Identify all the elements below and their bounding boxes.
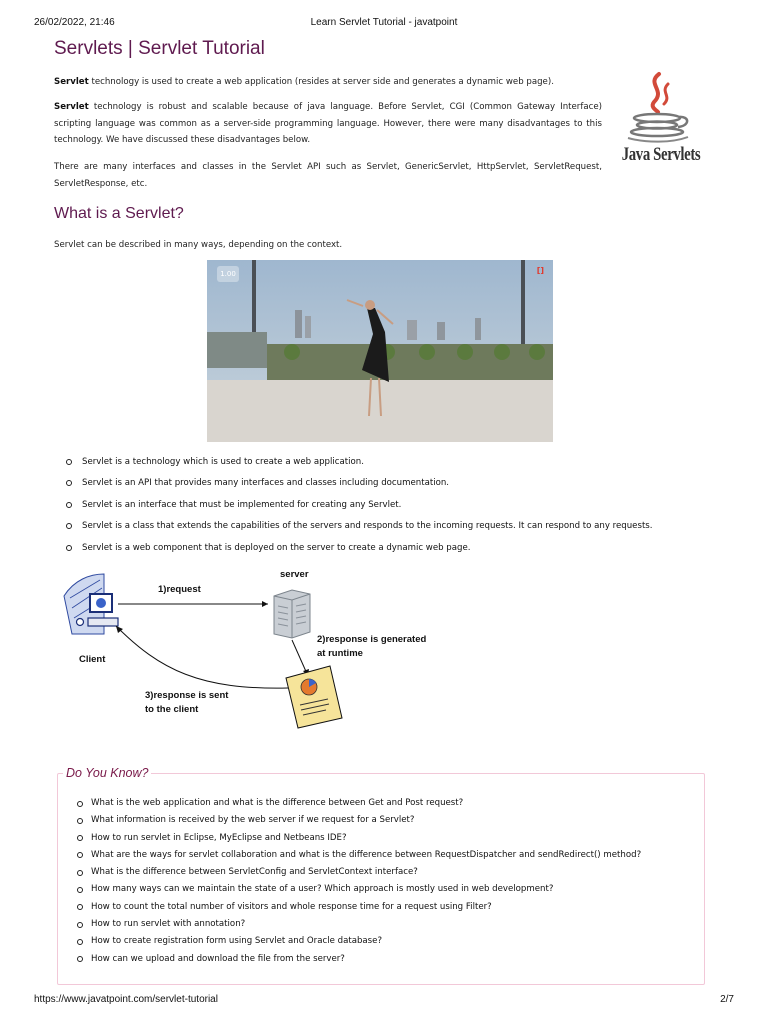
list-item: [66, 519, 726, 540]
intro-paragraph-2-text: technology is robust and scalable because of java language. Before Servlet, CGI (Common Gateway Interface) scripting language was common as a server-side programming language. However, there were many disadvantages to this technology. We have discussed these disadvantages below.: [54, 102, 602, 145]
print-header: [34, 17, 734, 31]
circle-bullet-icon: [77, 852, 83, 858]
list-item: [66, 455, 726, 476]
servlet-features-list: [66, 455, 726, 562]
circle-bullet-icon: [77, 922, 83, 928]
circle-bullet-icon: [66, 502, 72, 508]
list-item-text: Servlet is a technology which is used to create a web application.: [82, 457, 364, 467]
list-item-link[interactable]: How to run servlet in Eclipse, MyEclipse and Netbeans IDE?: [91, 832, 347, 843]
client-computer-icon: [64, 574, 118, 634]
print-date: 26/02/2022, 21:46: [34, 17, 115, 28]
circle-bullet-icon: [66, 523, 72, 529]
list-item[interactable]: [77, 883, 697, 900]
list-item[interactable]: [77, 935, 697, 952]
response-arrow: [116, 626, 288, 688]
circle-bullet-icon: [66, 545, 72, 551]
list-item: [66, 476, 726, 497]
list-item-link[interactable]: How to create registration form using Servlet and Oracle database?: [91, 936, 383, 947]
intro-paragraph-3: There are many interfaces and classes in the Servlet API such as Servlet, GenericServlet, HttpServlet, ServletRequest, ServletResponse, etc.: [54, 162, 602, 189]
server-icon: [274, 590, 310, 638]
intro-paragraph-1: [54, 74, 602, 91]
diagram-response-generated-label-2: at runtime: [317, 648, 363, 659]
response-document-icon: [286, 666, 342, 728]
list-item-link[interactable]: What information is received by the web server if we request for a Servlet?: [91, 815, 415, 826]
video-frame-image: [207, 260, 553, 442]
do-you-know-list: [77, 797, 697, 970]
list-item[interactable]: [77, 849, 697, 866]
do-you-know-title: Do You Know?: [63, 766, 151, 780]
circle-bullet-icon: [77, 870, 83, 876]
request-arrowhead: [262, 601, 268, 607]
list-item-link[interactable]: What is the web application and what is the difference between Get and Post request?: [91, 798, 464, 808]
list-item-text: Servlet is an API that provides many interfaces and classes including documentation.: [82, 478, 450, 489]
list-item[interactable]: [77, 814, 697, 831]
list-item[interactable]: [77, 866, 697, 883]
diagram-response-sent-label-2: to the client: [145, 704, 199, 715]
logo-text: Java Servlets: [621, 144, 701, 165]
list-item-link[interactable]: What are the ways for servlet collaboration and what is the difference between RequestDispatcher and sendRedirect() method?: [91, 849, 642, 860]
circle-bullet-icon: [66, 480, 72, 486]
circle-bullet-icon: [77, 835, 83, 841]
list-item[interactable]: [77, 901, 697, 918]
diagram-request-label: 1)request: [158, 584, 201, 595]
list-item-link[interactable]: How many ways can we maintain the state of a user? Which approach is mostly used in web development?: [91, 884, 554, 895]
circle-bullet-icon: [66, 459, 72, 465]
list-item: [66, 498, 726, 519]
diagram-response-sent-label: 3)response is sent: [145, 690, 229, 701]
list-item-link[interactable]: How to run servlet with annotation?: [91, 919, 246, 930]
intro-paragraph-2: [54, 99, 602, 149]
circle-bullet-icon: [77, 939, 83, 945]
java-servlets-logo: [606, 70, 714, 170]
list-item-text: Servlet is an interface that must be implemented for creating any Servlet.: [82, 499, 402, 510]
circle-bullet-icon: [77, 801, 83, 807]
circle-bullet-icon: [77, 956, 83, 962]
print-footer: [34, 994, 734, 1008]
do-you-know-box: [57, 766, 705, 985]
list-item-link[interactable]: How to count the total number of visitors and whole response time for a request using Filter?: [91, 901, 492, 912]
page-number: 2/7: [720, 994, 734, 1005]
list-item: [66, 541, 726, 562]
servlet-request-response-diagram: [60, 560, 480, 740]
servlet-bold-term: Servlet: [54, 77, 89, 87]
circle-bullet-icon: [77, 818, 83, 824]
list-item-link[interactable]: What is the difference between ServletConfig and ServletContext interface?: [91, 867, 418, 878]
section-title: What is a Servlet?: [54, 205, 184, 222]
circle-bullet-icon: [77, 887, 83, 893]
page-url: https://www.javatpoint.com/servlet-tutorial: [34, 994, 218, 1005]
playback-speed-badge[interactable]: 1.00: [217, 266, 239, 282]
list-item-text: Servlet is a web component that is deployed on the server to create a dynamic web page.: [82, 542, 471, 553]
list-item[interactable]: [77, 832, 697, 849]
circle-bullet-icon: [77, 904, 83, 910]
section-description: Servlet can be described in many ways, depending on the context.: [54, 240, 343, 250]
servlet-bold-term: Servlet: [54, 102, 89, 112]
list-item[interactable]: [77, 953, 697, 970]
ad-info-icon[interactable]: []: [536, 266, 544, 275]
page-title: Servlets | Servlet Tutorial: [54, 38, 265, 59]
intro-paragraph-1-text: technology is used to create a web application (resides at server side and generates a dynamic web page).: [88, 77, 554, 87]
print-page-title: Learn Servlet Tutorial - javatpoint: [310, 17, 458, 28]
diagram-server-label: server: [280, 569, 309, 580]
list-item[interactable]: [77, 918, 697, 935]
list-item[interactable]: [77, 797, 697, 814]
list-item-link[interactable]: How can we upload and download the file from the server?: [91, 953, 345, 964]
diagram-response-generated-label: 2)response is generated: [317, 634, 427, 645]
diagram-client-label: Client: [79, 654, 106, 665]
video-player[interactable]: [207, 260, 553, 442]
list-item-text: Servlet is a class that extends the capabilities of the servers and responds to the incoming requests. It can respond to any requests.: [82, 521, 653, 532]
